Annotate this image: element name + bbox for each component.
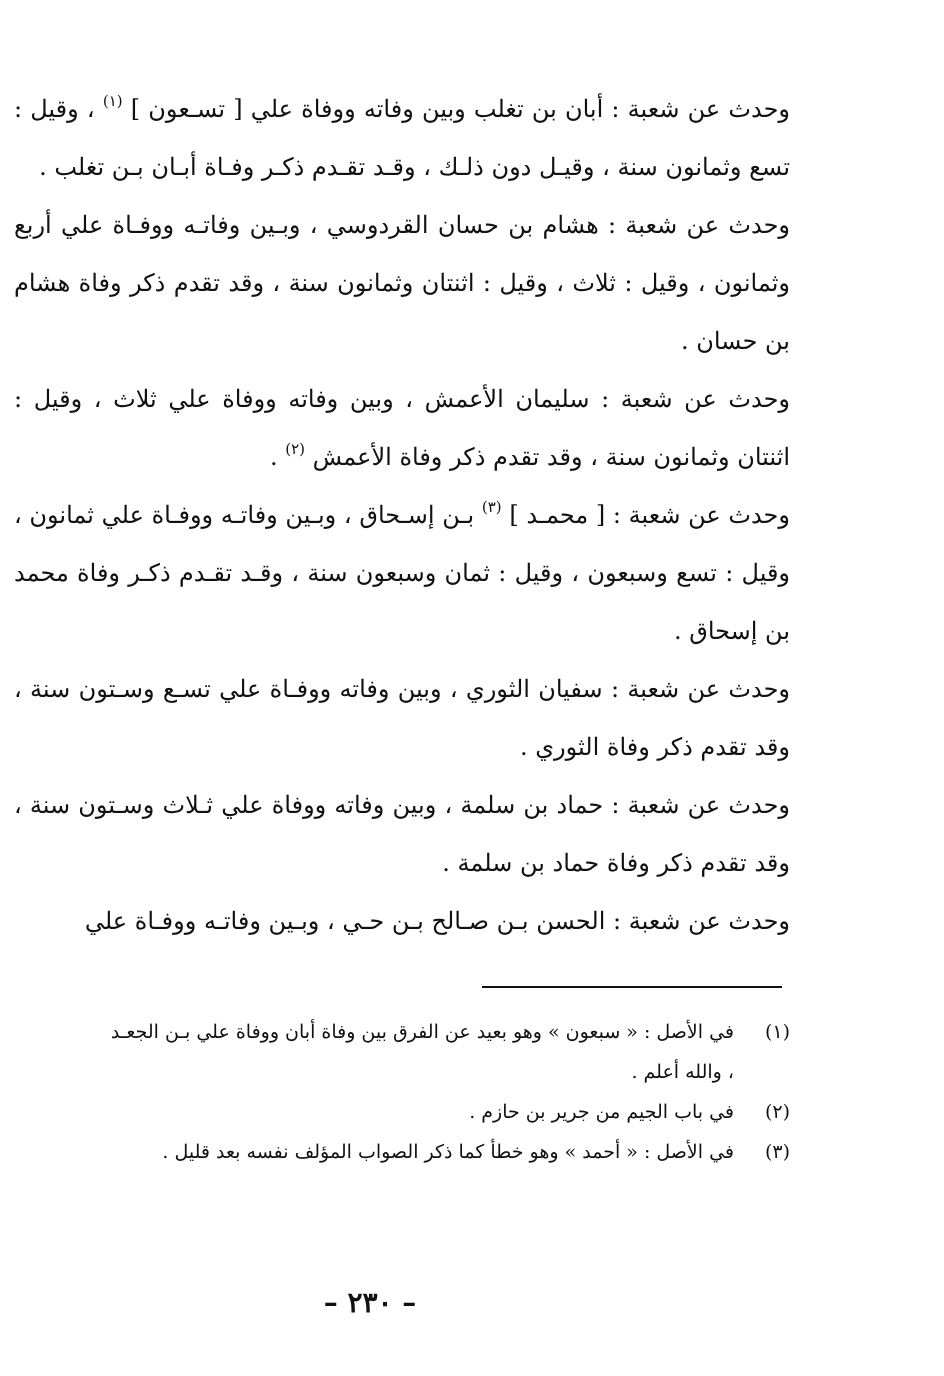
footnote-separator: [482, 986, 782, 988]
paragraph-text: وحدث عن شعبة : حماد بن سلمة ، وبين وفاته ووفاة علي ثـلاث وسـتون سنة ، وقد تقدم ذكر وفاة حماد بن سلمة .: [14, 791, 790, 877]
paragraph: [14, 776, 790, 892]
paragraph: [14, 370, 790, 486]
footnote: [100, 1092, 790, 1132]
footnotes: [100, 1012, 790, 1172]
footnote: [100, 1012, 790, 1092]
footnote-text: في باب الجيم من جرير بن حازم .: [469, 1101, 734, 1123]
footnote-number: (١): [764, 1021, 790, 1043]
paragraph: [14, 892, 790, 950]
paragraph: [14, 486, 790, 660]
paragraph: [14, 80, 790, 196]
footnote-ref: (٣): [481, 498, 502, 516]
footnote-text: في الأصل : « أحمد » وهو خطأ كما ذكر الصواب المؤلف نفسه بعد قليل .: [162, 1141, 734, 1163]
paragraph-text: بـن إسـحاق ، وبـين وفاتـه ووفـاة علي ثمانون ، وقيل : تسع وسبعون ، وقيل : ثمان وسبعون سنة ، وقـد تقـدم ذكـر وفاة محمد بن إسحاق .: [14, 501, 791, 645]
main-text: [14, 80, 790, 950]
footnote-number: (٣): [764, 1141, 790, 1163]
paragraph-text: وحدث عن شعبة : أبان بن تغلب وبين وفاته ووفاة علي [ تسـعون ]: [130, 95, 790, 123]
footnote: [100, 1132, 790, 1172]
footnote-ref: (١): [102, 92, 123, 110]
paragraph-text: وحدث عن شعبة : سليمان الأعمش ، وبين وفاته ووفاة علي ثلاث ، وقيل : اثنتان وثمانون سنة ، وقد تقدم ذكر وفاة الأعمش: [14, 385, 790, 471]
footnote-text: في الأصل : « سبعون » وهو بعيد عن الفرق بين وفاة أبان ووفاة علي بـن الجعـد ، والله أعلم .: [110, 1021, 734, 1083]
paragraph-text: وحدث عن شعبة : [ محمـد ]: [509, 501, 790, 529]
paragraph-text: وحدث عن شعبة : هشام بن حسان القردوسي ، وبـين وفاتـه ووفـاة علي أربع وثمانون ، وقيل : ثلاث ، وقيل : اثنتان وثمانون سنة ، وقد تقدم ذكر وفاة هشام بن حسان .: [14, 211, 790, 355]
paragraph-text: وحدث عن شعبة : الحسن بـن صـالح بـن حـي ، وبـين وفاتـه ووفـاة علي: [84, 907, 790, 935]
paragraph-text: ، وقيل : تسع وثمانون سنة ، وقيـل دون ذلـك ، وقـد تقـدم ذكـر وفـاة أبـان بـن تغلب .: [14, 95, 790, 181]
paragraph: [14, 660, 790, 776]
footnote-number: (٢): [764, 1101, 790, 1123]
paragraph-text: .: [269, 443, 278, 471]
footnote-ref: (٢): [285, 440, 306, 458]
paragraph-text: وحدث عن شعبة : سفيان الثوري ، وبين وفاته ووفـاة علي تسـع وسـتون سنة ، وقد تقدم ذكر وفاة الثوري .: [14, 675, 790, 761]
page-number: – ٢٣٠ –: [323, 1286, 417, 1319]
paragraph: [14, 196, 790, 370]
